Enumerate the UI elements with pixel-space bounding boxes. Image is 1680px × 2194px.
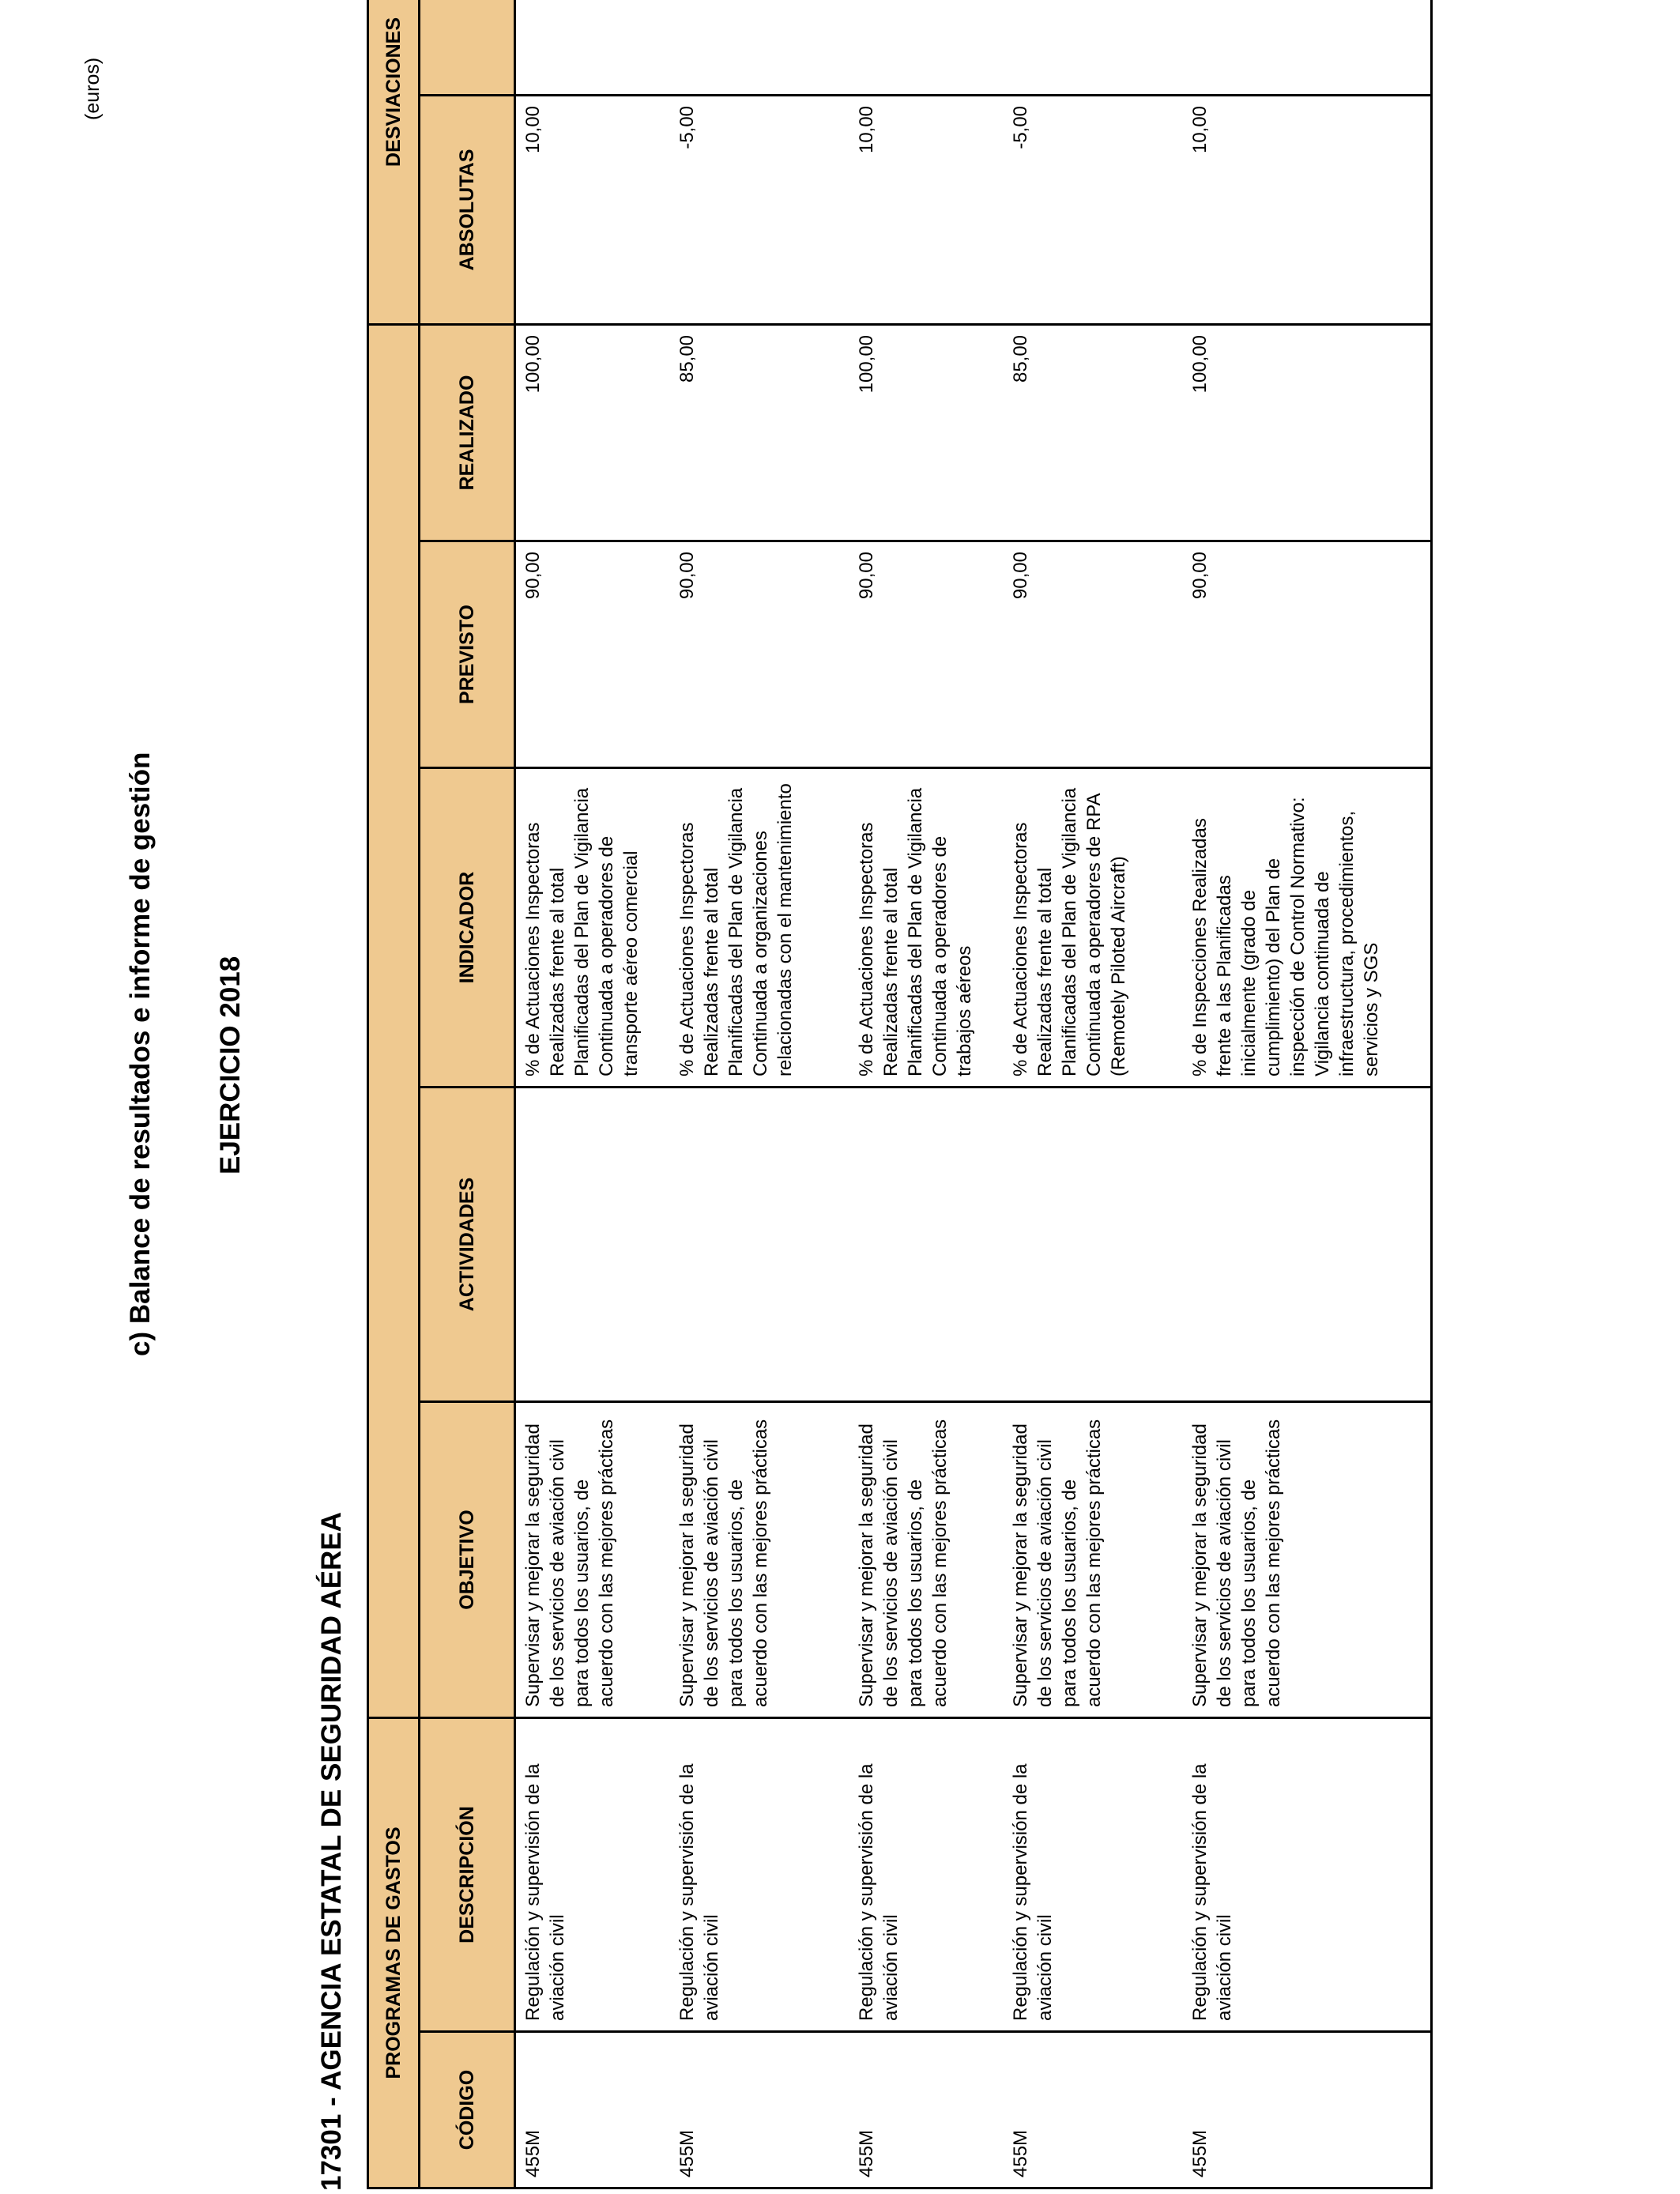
col-header-objetivo: OBJETIVO xyxy=(420,1402,515,1718)
cell-realizado: 100,00 xyxy=(1183,324,1432,541)
cell-porcentaje xyxy=(1183,0,1432,95)
cell-realizado: 100,00 xyxy=(849,324,1004,541)
cell-actividades xyxy=(670,1088,849,1402)
cell-previsto: 90,00 xyxy=(515,541,671,768)
table-row xyxy=(1183,0,1432,2188)
cell-previsto: 90,00 xyxy=(1183,541,1432,768)
col-header-indicador: INDICADOR xyxy=(420,768,515,1088)
cell-codigo: 455M xyxy=(849,2032,1004,2188)
column-header-row xyxy=(420,0,515,2188)
cell-absolutas: -5,00 xyxy=(1004,95,1183,324)
cell-actividades xyxy=(849,1088,1004,1402)
table-row xyxy=(670,0,849,2188)
cell-actividades xyxy=(1004,1088,1183,1402)
col-header-previsto: PREVISTO xyxy=(420,541,515,768)
table-row xyxy=(1004,0,1183,2188)
cell-actividades xyxy=(515,1088,671,1402)
results-table xyxy=(367,0,1433,2189)
group-header-blank xyxy=(368,324,420,1717)
cell-actividades xyxy=(1183,1088,1432,1402)
cell-absolutas: 10,00 xyxy=(849,95,1004,324)
agency-title: 17301 - AGENCIA ESTATAL DE SEGURIDAD AÉREA xyxy=(316,1512,347,2191)
cell-porcentaje xyxy=(515,0,671,95)
cell-indicador: % de Actuaciones Inspectoras Realizadas frente al total Planificadas del Plan de Vigilancia Continuada a operadores de trabajos aéreos xyxy=(849,768,1004,1088)
units-label: (euros) xyxy=(81,57,104,120)
table-row xyxy=(849,0,1004,2188)
col-header-actividades: ACTIVIDADES xyxy=(420,1088,515,1402)
col-header-realizado: REALIZADO xyxy=(420,324,515,541)
cell-descripcion: Regulación y supervisión de la aviación civil xyxy=(515,1718,671,2032)
col-header-codigo: CÓDIGO xyxy=(420,2032,515,2188)
cell-codigo: 455M xyxy=(515,2032,671,2188)
cell-objetivo: Supervisar y mejorar la seguridad de los servicios de aviación civil para todos los usuarios, de acuerdo con las mejores prácticas xyxy=(1183,1402,1432,1718)
cell-porcentaje xyxy=(849,0,1004,95)
cell-objetivo: Supervisar y mejorar la seguridad de los servicios de aviación civil para todos los usuarios, de acuerdo con las mejores prácticas xyxy=(515,1402,671,1718)
cell-absolutas: -5,00 xyxy=(670,95,849,324)
cell-descripcion: Regulación y supervisión de la aviación civil xyxy=(1183,1718,1432,2032)
cell-realizado: 85,00 xyxy=(670,324,849,541)
cell-descripcion: Regulación y supervisión de la aviación civil xyxy=(849,1718,1004,2032)
cell-previsto: 90,00 xyxy=(849,541,1004,768)
cell-descripcion: Regulación y supervisión de la aviación civil xyxy=(670,1718,849,2032)
cell-realizado: 85,00 xyxy=(1004,324,1183,541)
col-header-porcentaje xyxy=(420,0,515,95)
cell-indicador: % de Inspecciones Realizadas frente a las Planificadas inicialmente (grado de cumplimiento) del Plan de inspección de Control Normativo: Vigilancia continuada de infraestructura, procedimientos, servicios y SGS xyxy=(1183,768,1432,1088)
cell-objetivo: Supervisar y mejorar la seguridad de los servicios de aviación civil para todos los usuarios, de acuerdo con las mejores prácticas xyxy=(670,1402,849,1718)
cell-objetivo: Supervisar y mejorar la seguridad de los servicios de aviación civil para todos los usuarios, de acuerdo con las mejores prácticas xyxy=(849,1402,1004,1718)
table-row xyxy=(515,0,671,2188)
cell-indicador: % de Actuaciones Inspectoras Realizadas frente al total Planificadas del Plan de Vigilancia Continuada a operadores de transporte aéreo comercial xyxy=(515,768,671,1088)
group-header-desviaciones: DESVIACIONES xyxy=(368,0,420,324)
section-title: c) Balance de resultados e informe de gestión xyxy=(125,752,156,1356)
cell-objetivo: Supervisar y mejorar la seguridad de los servicios de aviación civil para todos los usuarios, de acuerdo con las mejores prácticas xyxy=(1004,1402,1183,1718)
cell-previsto: 90,00 xyxy=(670,541,849,768)
cell-realizado: 100,00 xyxy=(515,324,671,541)
cell-codigo: 455M xyxy=(1183,2032,1432,2188)
cell-porcentaje xyxy=(1004,0,1183,95)
cell-porcentaje xyxy=(670,0,849,95)
cell-indicador: % de Actuaciones Inspectoras Realizadas frente al total Planificadas del Plan de Vigilancia Continuada a organizaciones relacionadas con el mantenimiento xyxy=(670,768,849,1088)
exercise-title: EJERCICIO 2018 xyxy=(215,956,246,1174)
cell-previsto: 90,00 xyxy=(1004,541,1183,768)
cell-indicador: % de Actuaciones Inspectoras Realizadas frente al total Planificadas del Plan de Vigilancia Continuada a operadores de RPA (Remotely Piloted Aircraft) xyxy=(1004,768,1183,1088)
cell-codigo: 455M xyxy=(1004,2032,1183,2188)
group-header-programas: PROGRAMAS DE GASTOS xyxy=(368,1718,420,2188)
group-header-row xyxy=(368,0,420,2188)
col-header-descripcion: DESCRIPCIÓN xyxy=(420,1718,515,2032)
cell-absolutas: 10,00 xyxy=(1183,95,1432,324)
cell-absolutas: 10,00 xyxy=(515,95,671,324)
cell-descripcion: Regulación y supervisión de la aviación civil xyxy=(1004,1718,1183,2032)
cell-codigo: 455M xyxy=(670,2032,849,2188)
col-header-absolutas: ABSOLUTAS xyxy=(420,95,515,324)
